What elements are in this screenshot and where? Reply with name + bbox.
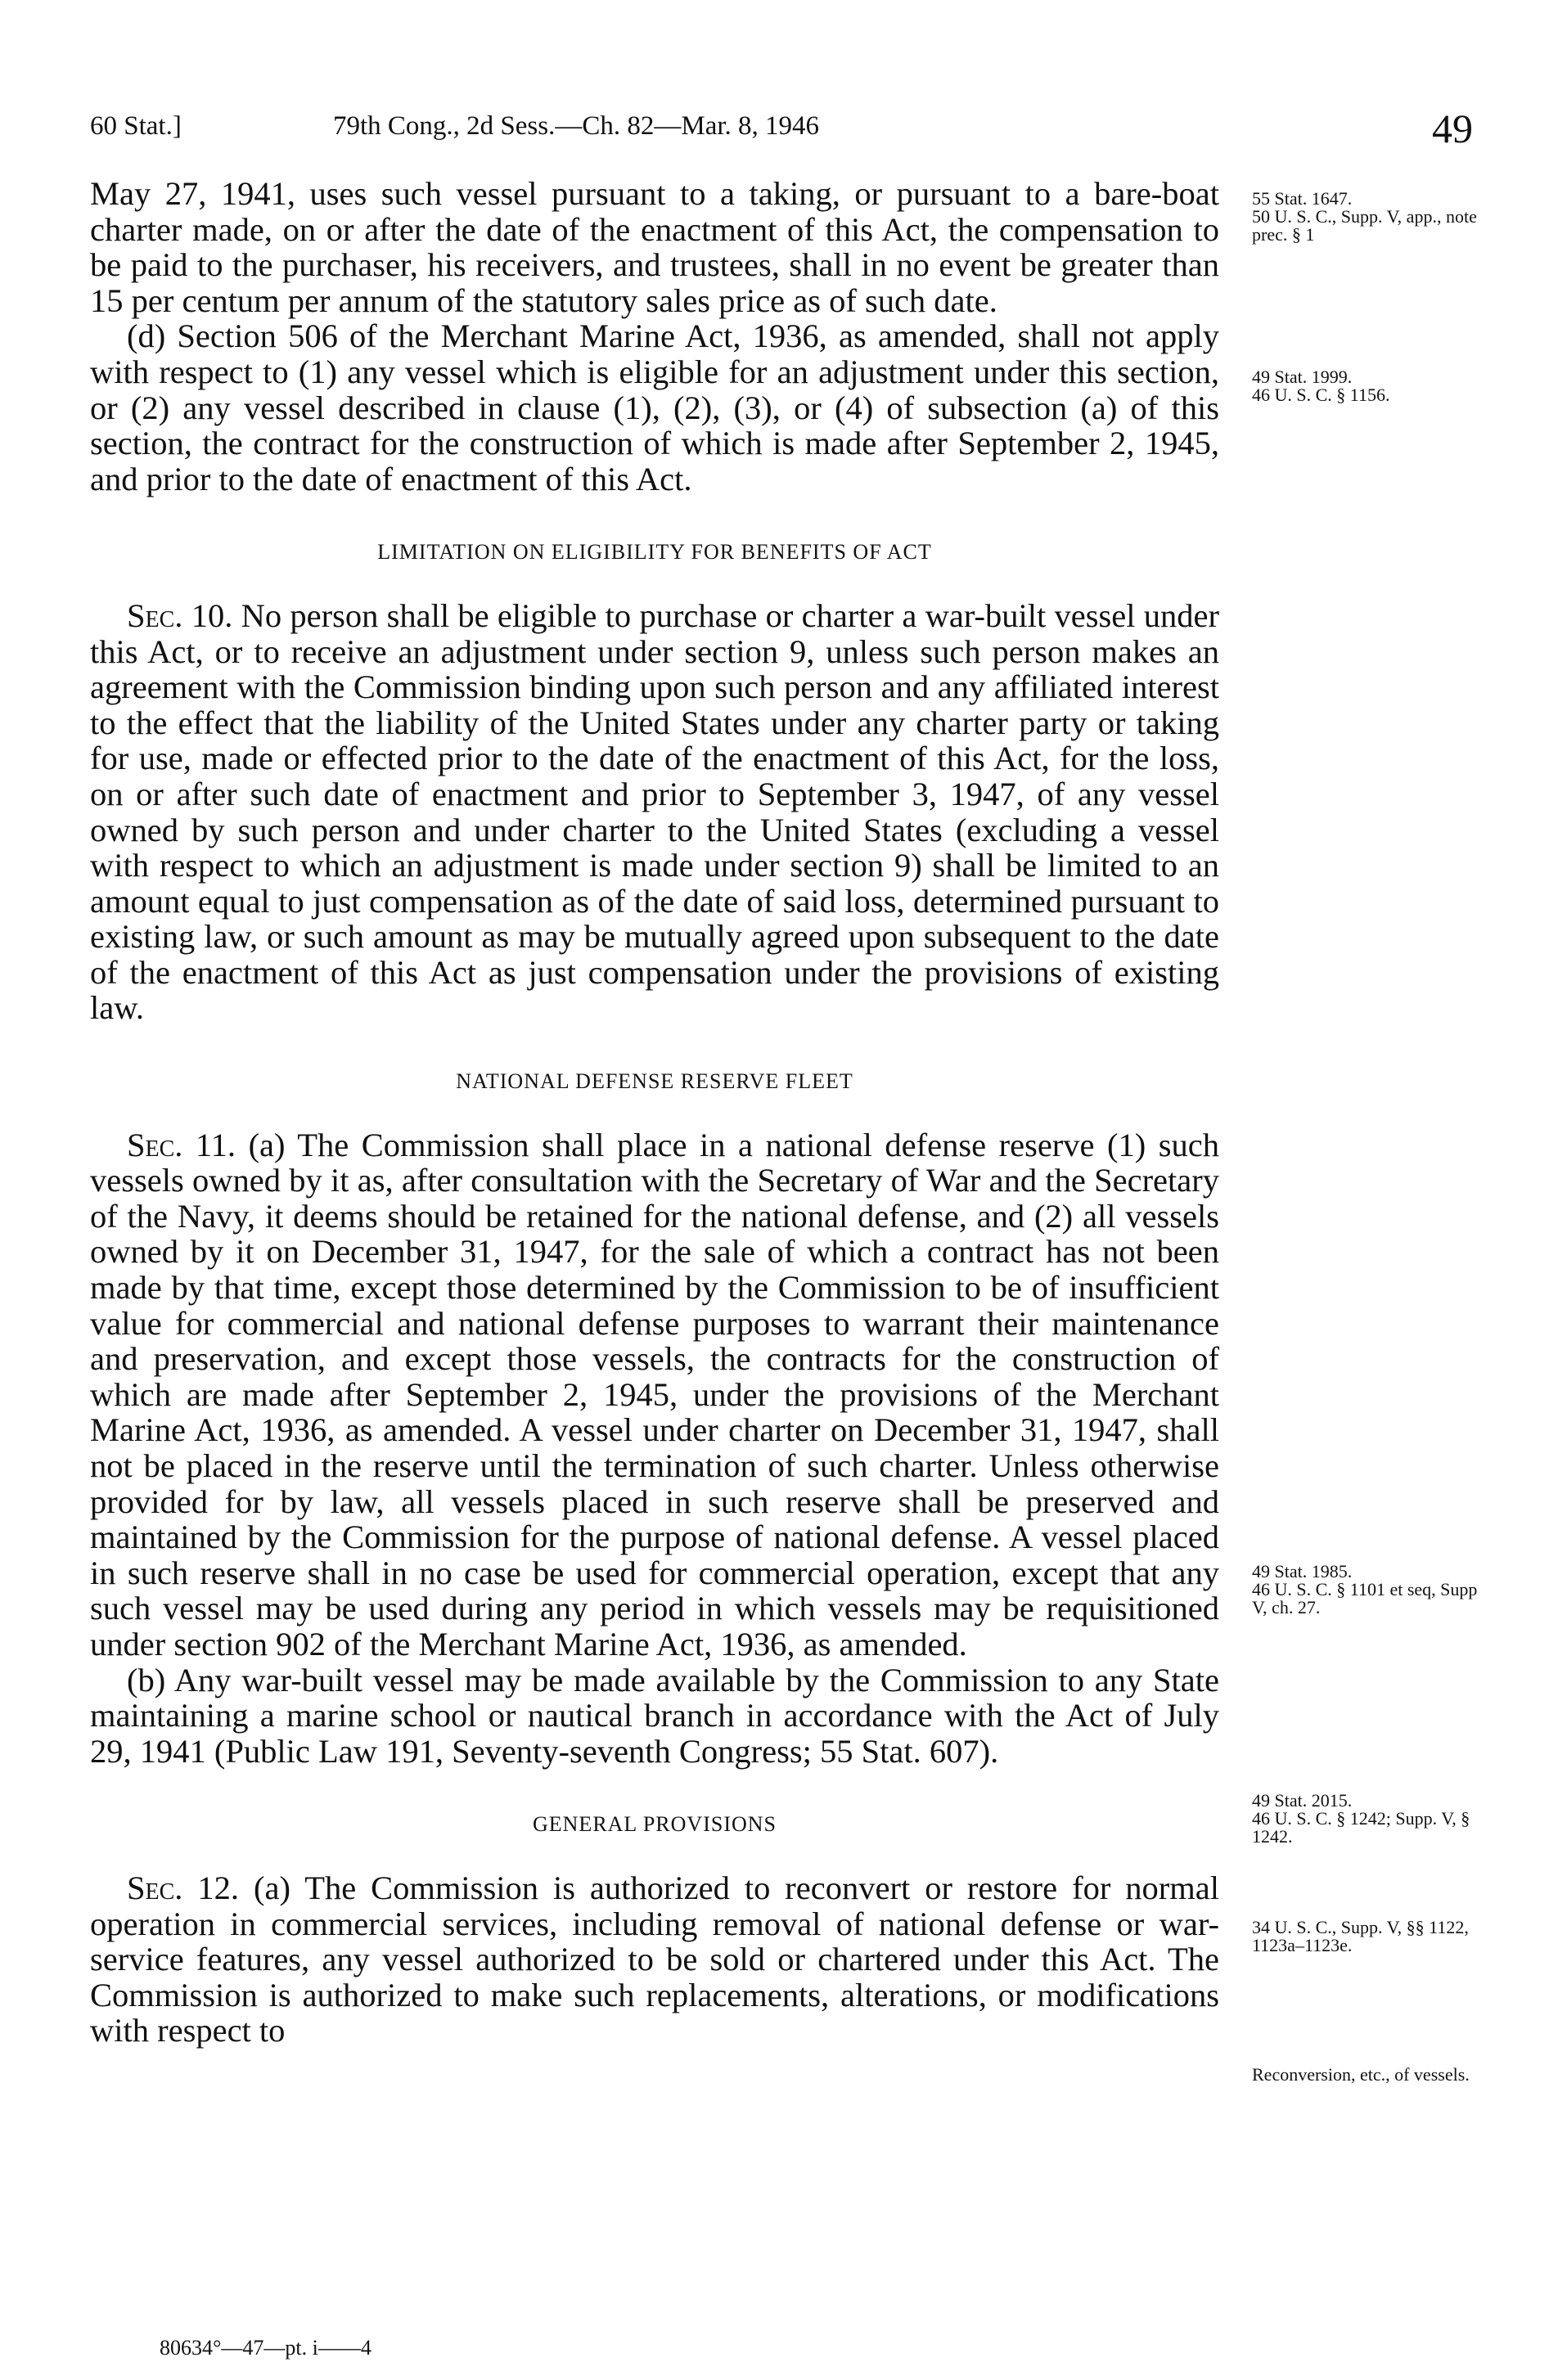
section-heading-limitation: LIMITATION ON ELIGIBILITY FOR BENEFITS OF ACT — [377, 540, 932, 565]
paragraph-continued: May 27, 1941, uses such vessel pursuant to a taking, or pursuant to a bare-boat charter made, on or after the date of the enactment of this Act, the compensation to be paid to the purchaser, his receivers, and trustees, shall in no event be greater than 15 per centum per annum of the statutory sales price as of such date. — [90, 175, 1219, 319]
statute-text — [90, 176, 1219, 2049]
margin-note-49-stat-2015: 49 Stat. 2015. 46 U. S. C. § 1242; Supp. V, § 1242. — [1252, 1790, 1470, 1847]
section-10 — [90, 598, 1219, 1026]
header-statute-ref: 60 Stat.] — [90, 111, 182, 141]
section-12-label: Sec. 12. — [127, 1869, 240, 1906]
margin-note-34-usc: 34 U. S. C., Supp. V, §§ 1122, 1123a–1123e. — [1252, 1917, 1469, 1955]
page-number: 49 — [1432, 106, 1473, 151]
section-11-label: Sec. 11. — [127, 1126, 236, 1163]
section-heading-reserve-fleet: NATIONAL DEFENSE RESERVE FLEET — [456, 1069, 853, 1094]
section-10-text: No person shall be eligible to purchase or charter a war-built vessel under this Act, or to receive an adjustment under section 9, unless such person makes an agreement with the Commission binding upon such person and any affiliated interest to the effect that the liability of the United States under any charter party or taking for use, made or effected prior to the date of the enactment of this Act, for the loss, on or after such date of enactment and prior to September 3, 1947, of any vessel owned by such person and under charter to the United States (excluding a vessel with respect to which an adjustment is made under section 9) shall be limited to an amount equal to just compensation as of the date of said loss, determined pursuant to existing law, or such amount as may be mutually agreed upon subsequent to the date of the enactment of this Act as just compensation under the provisions of existing law. — [90, 596, 1219, 1027]
running-header — [90, 106, 1473, 160]
header-session-info: 79th Cong., 2d Sess.—Ch. 82—Mar. 8, 1946 — [333, 111, 820, 141]
section-12 — [90, 1870, 1219, 2049]
print-signature-footer: 80634°—47—pt. i——4 — [160, 2336, 371, 2360]
section-11-text: (a) The Commission shall place in a national defense reserve (1) such vessels owned by it as, after consultation with the Secretary of War and the Secretary of the Navy, it deems should be retained for the national defense, and (2) all vessels owned by it on December 31, 1947, for the sale of which a contract has not been made by that time, except those determined by the Commission to be of insufficient value for commercial and national defense purposes to warrant their maintenance and preservation, and except those vessels, the contracts for the construction of which are made after September 2, 1945, under the provisions of the Merchant Marine Act, 1936, as amended. A vessel under charter on December 31, 1947, shall not be placed in the reserve until the termination of such charter. Unless otherwise provided for by law, all vessels placed in such reserve shall be preserved and maintained by the Commission for the purpose of national defense. A vessel placed in such reserve shall in no case be used for commercial operation, except that any such vessel may be used during any period in which vessels may be requisitioned under section 902 of the Merchant Marine Act, 1936, as amended. — [90, 1126, 1219, 1662]
section-heading-general: GENERAL PROVISIONS — [533, 1812, 777, 1837]
paragraph-subsection-b: (b) Any war-built vessel may be made available by the Commission to any State maintaining a marine school or nautical branch in accordance with the Act of July 29, 1941 (Public Law 191, Seventy-seventh Congress; 55 Stat. 607). — [90, 1661, 1219, 1770]
margin-note-49-stat-1999: 49 Stat. 1999. 46 U. S. C. § 1156. — [1252, 367, 1390, 405]
margin-note-49-stat-1985: 49 Stat. 1985. 46 U. S. C. § 1101 et seq, Supp V, ch. 27. — [1252, 1561, 1478, 1617]
margin-note-55-stat: 55 Stat. 1647. 50 U. S. C., Supp. V, app., note prec. § 1 — [1252, 188, 1477, 245]
section-11 — [90, 1127, 1219, 1662]
margin-note-reconversion: Reconversion, etc., of vessels. — [1252, 2064, 1470, 2085]
section-10-label: Sec. 10. — [127, 596, 233, 634]
section-12-text: (a) The Commission is authorized to reconvert or restore for normal operation in commercial services, including removal of national defense or war-service features, any vessel authorized to be sold or chartered under this Act. The Commission is authorized to make such replacements, alterations, or modifications with respect to — [90, 1869, 1219, 2049]
paragraph-subsection-d: (d) Section 506 of the Merchant Marine Act, 1936, as amended, shall not apply with respect to (1) any vessel which is eligible for an adjustment under this section, or (2) any vessel described in clause (1), (2), (3), or (4) of subsection (a) of this section, the contract for the construction of which is made after September 2, 1945, and prior to the date of enactment of this Act. — [90, 317, 1219, 497]
